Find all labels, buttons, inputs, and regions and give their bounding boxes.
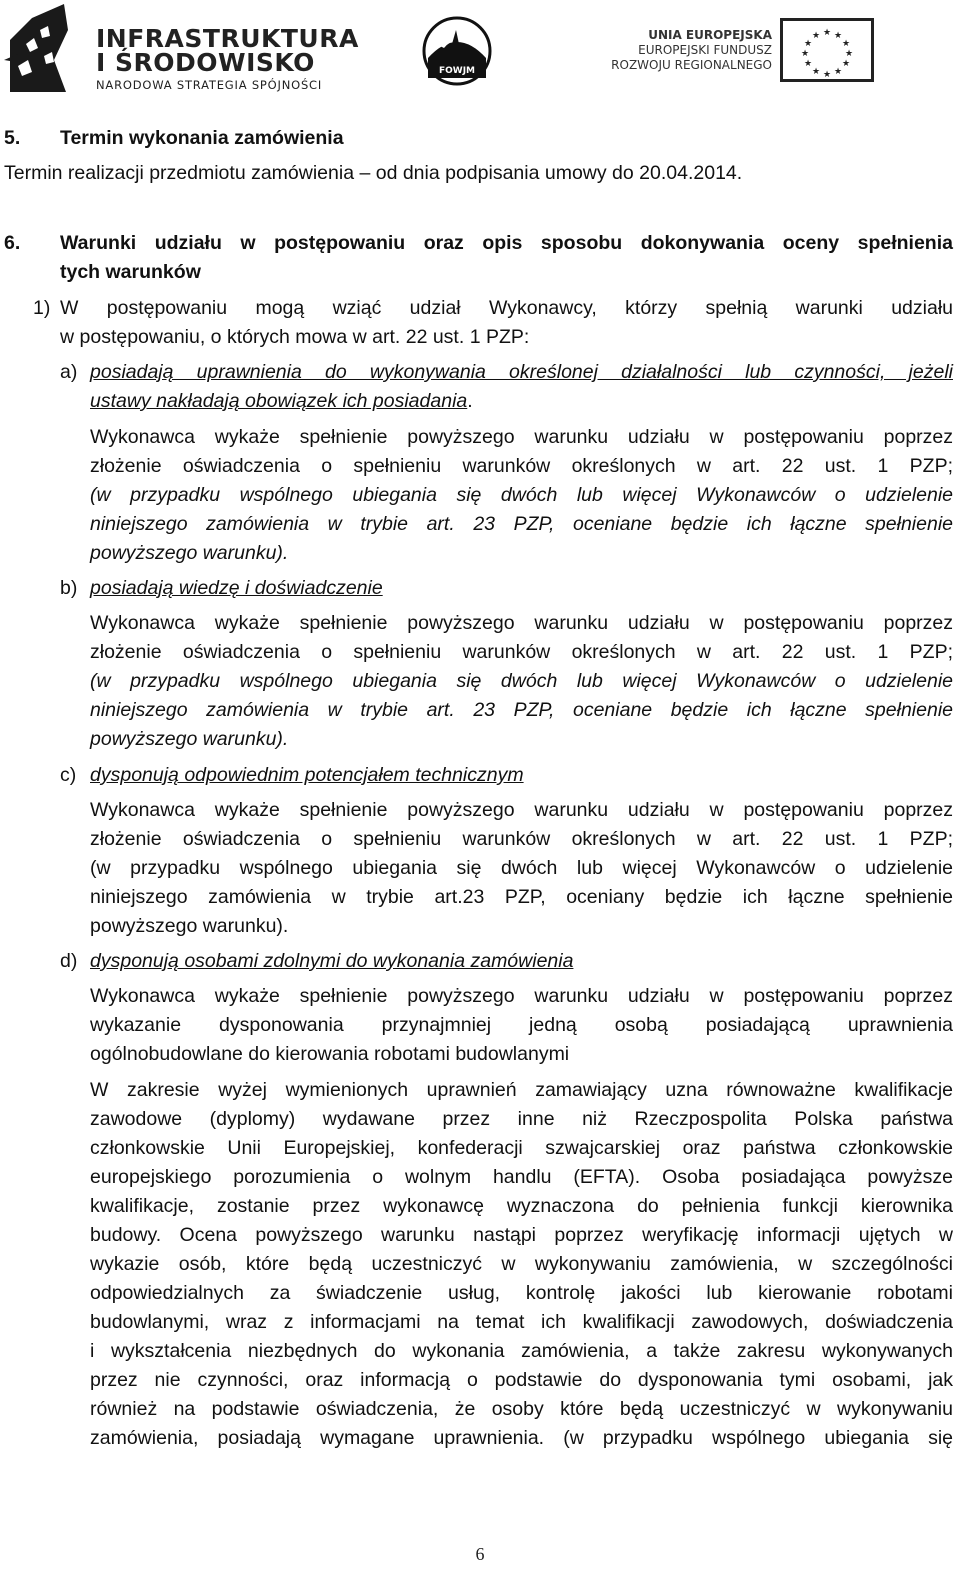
svg-text:★: ★ bbox=[822, 70, 832, 80]
logo-ue-line2: EUROPEJSKI FUNDUSZ bbox=[638, 43, 772, 57]
item-b-line2: złożenie oświadczenia o spełnieniu warunków określonych w art. 22 ust. 1 PZP; bbox=[90, 641, 953, 663]
section5-number: 5. bbox=[4, 127, 21, 149]
eu-logo bbox=[606, 18, 876, 88]
fowjm-label: FOWJM bbox=[438, 66, 476, 76]
svg-text:★: ★ bbox=[822, 28, 832, 38]
item-a-title-line2-wrap bbox=[90, 387, 473, 416]
item-b-line5: powyższego warunku). bbox=[90, 728, 289, 750]
item-a-line4: niniejszego zamówienia w trybie art. 23 PZP, oceniane będzie ich łączne spełnienie bbox=[90, 513, 953, 535]
page-number: 6 bbox=[475, 1544, 485, 1564]
item-a-title-line2: ustawy nakładają obowiązek ich posiadania bbox=[90, 390, 468, 412]
page-header bbox=[0, 0, 960, 100]
item-b-title: posiadają wiedzę i doświadczenie bbox=[90, 577, 383, 599]
item-a-title-end: . bbox=[467, 390, 473, 412]
svg-text:★: ★ bbox=[803, 59, 813, 69]
item-d-para2-line9: budowlanymi, wraz z informacjami na temat ich kwalifikacji zawodowych, doświadczenia bbox=[90, 1311, 953, 1333]
item-c-title: dysponują odpowiednim potencjałem technicznym bbox=[90, 764, 524, 786]
item-a-letter: a) bbox=[60, 361, 78, 383]
item-c-line4: niniejszego zamówienia w trybie art.23 PZP, oceniany będzie ich łączne spełnienie bbox=[90, 886, 953, 908]
svg-text:★: ★ bbox=[800, 49, 810, 59]
item-d-title: dysponują osobami zdolnymi do wykonania zamówienia bbox=[90, 950, 574, 972]
item-a-line5: powyższego warunku). bbox=[90, 542, 289, 564]
section5-title: Termin wykonania zamówienia bbox=[60, 127, 344, 149]
item1-line1: W postępowaniu mogą wziąć udział Wykonawcy, którzy spełnią warunki udziału bbox=[60, 297, 953, 319]
logo-ue-line3: ROZWOJU REGIONALNEGO bbox=[611, 58, 772, 72]
item-d-para2-line7: wykazie osób, które będą uczestniczyć w wykonywaniu zamówienia, w szczególności bbox=[90, 1253, 953, 1275]
item-d-para2-line5: kwalifikacje, zostanie przez wykonawcę wyznaczona do pełnienia funkcji kierownika bbox=[90, 1195, 953, 1217]
logo-ue-line1: UNIA EUROPEJSKA bbox=[648, 28, 772, 42]
item1-number: 1) bbox=[33, 297, 51, 319]
fowjm-logo bbox=[422, 16, 492, 86]
item-a-line1: Wykonawca wykaże spełnienie powyższego warunku udziału w postępowaniu poprzez bbox=[90, 426, 953, 448]
item-c-line1: Wykonawca wykaże spełnienie powyższego warunku udziału w postępowaniu poprzez bbox=[90, 799, 953, 821]
item-d-para2-line13: zamówienia, posiadają wymagane uprawnienia. (w przypadku wspólnego ubiegania się bbox=[90, 1427, 953, 1449]
infrastruktura-srodowisko-logo bbox=[4, 0, 359, 96]
logo-is-line3: NARODOWA STRATEGIA SPÓJNOŚCI bbox=[96, 78, 323, 92]
item-b-line1: Wykonawca wykaże spełnienie powyższego warunku udziału w postępowaniu poprzez bbox=[90, 612, 953, 634]
eu-flag-icon bbox=[780, 18, 874, 82]
item-d-para2-line1: W zakresie wyżej wymienionych uprawnień zamawiający uzna równoważne kwalifikacje bbox=[90, 1079, 953, 1101]
svg-text:★: ★ bbox=[833, 67, 843, 77]
spojnosc-mark-icon bbox=[4, 0, 84, 96]
item-d-para2-line8: odpowiedzialnych za świadczenie usług, kontrolę jakości lub kierowanie robotami bbox=[90, 1282, 953, 1304]
svg-text:★: ★ bbox=[803, 39, 813, 49]
svg-text:★: ★ bbox=[841, 39, 851, 49]
item-d-para2-line11: przez nie czynności, oraz informacją o podstawie do dysponowania tymi osobami, jak bbox=[90, 1369, 953, 1391]
item-d-para2-line10: i wykształcenia niezbędnych do wykonania zamówienia, a także zakresu wykonywanych bbox=[90, 1340, 953, 1362]
item-c-letter: c) bbox=[60, 764, 77, 786]
section6-title-line1: Warunki udziału w postępowaniu oraz opis sposobu dokonywania oceny spełnienia bbox=[60, 232, 953, 254]
item-c-line3: (w przypadku wspólnego ubiegania się dwóch lub więcej Wykonawców o udzielenie bbox=[90, 857, 953, 879]
item-b-line4: niniejszego zamówienia w trybie art. 23 PZP, oceniane będzie ich łączne spełnienie bbox=[90, 699, 953, 721]
svg-text:★: ★ bbox=[841, 59, 851, 69]
item-b-line3: (w przypadku wspólnego ubiegania się dwóch lub więcej Wykonawców o udzielenie bbox=[90, 670, 953, 692]
logo-is-line2: I ŚRODOWISKO bbox=[96, 48, 315, 77]
item1-line2: w postępowaniu, o których mowa w art. 22 ust. 1 PZP: bbox=[60, 326, 530, 348]
item-d-para2-line6: budowy. Ocena powyższego warunku nastąpi poprzez weryfikację informacji ujętych w bbox=[90, 1224, 953, 1246]
item-a-title-line1: posiadają uprawnienia do wykonywania określonej działalności lub czynności, jeżeli bbox=[90, 361, 953, 383]
item-d-para2-line4: europejskiego porozumienia o wolnym handlu (EFTA). Osoba posiadająca powyższe bbox=[90, 1166, 953, 1188]
item-d-line1: Wykonawca wykaże spełnienie powyższego warunku udziału w postępowaniu poprzez bbox=[90, 985, 953, 1007]
logo-is-line1: INFRASTRUKTURA bbox=[96, 24, 359, 53]
section5-text: Termin realizacji przedmiotu zamówienia – od dnia podpisania umowy do 20.04.2014. bbox=[4, 162, 743, 184]
svg-text:★: ★ bbox=[844, 49, 854, 59]
item-c-line5: powyższego warunku). bbox=[90, 915, 289, 937]
item-d-letter: d) bbox=[60, 950, 78, 972]
item-d-line3: ogólnobudowlane do kierowania robotami budowlanymi bbox=[90, 1043, 570, 1065]
svg-text:★: ★ bbox=[811, 67, 821, 77]
item-a-line2: złożenie oświadczenia o spełnieniu warunków określonych w art. 22 ust. 1 PZP; bbox=[90, 455, 953, 477]
section6-number: 6. bbox=[4, 232, 21, 254]
item-b-letter: b) bbox=[60, 577, 78, 599]
section6-title-line2: tych warunków bbox=[60, 261, 201, 283]
item-a-line3: (w przypadku wspólnego ubiegania się dwóch lub więcej Wykonawców o udzielenie bbox=[90, 484, 953, 506]
svg-text:★: ★ bbox=[811, 31, 821, 41]
item-d-para2-line3: członkowskie Unii Europejskiej, konfederacji szwajcarskiej oraz państwa członkowskie bbox=[90, 1137, 953, 1159]
svg-text:★: ★ bbox=[833, 31, 843, 41]
item-d-para2-line12: również na podstawie oświadczenia, że osoby które będą uczestniczyć w wykonywaniu bbox=[90, 1398, 953, 1420]
item-d-para2-line2: zawodowe (dyplomy) wydawane przez inne niż Rzeczpospolita Polska państwa bbox=[90, 1108, 953, 1130]
item-c-line2: złożenie oświadczenia o spełnieniu warunków określonych w art. 22 ust. 1 PZP; bbox=[90, 828, 953, 850]
item-d-line2: wykazanie dysponowania przynajmniej jedną osobą posiadającą uprawnienia bbox=[90, 1014, 953, 1036]
